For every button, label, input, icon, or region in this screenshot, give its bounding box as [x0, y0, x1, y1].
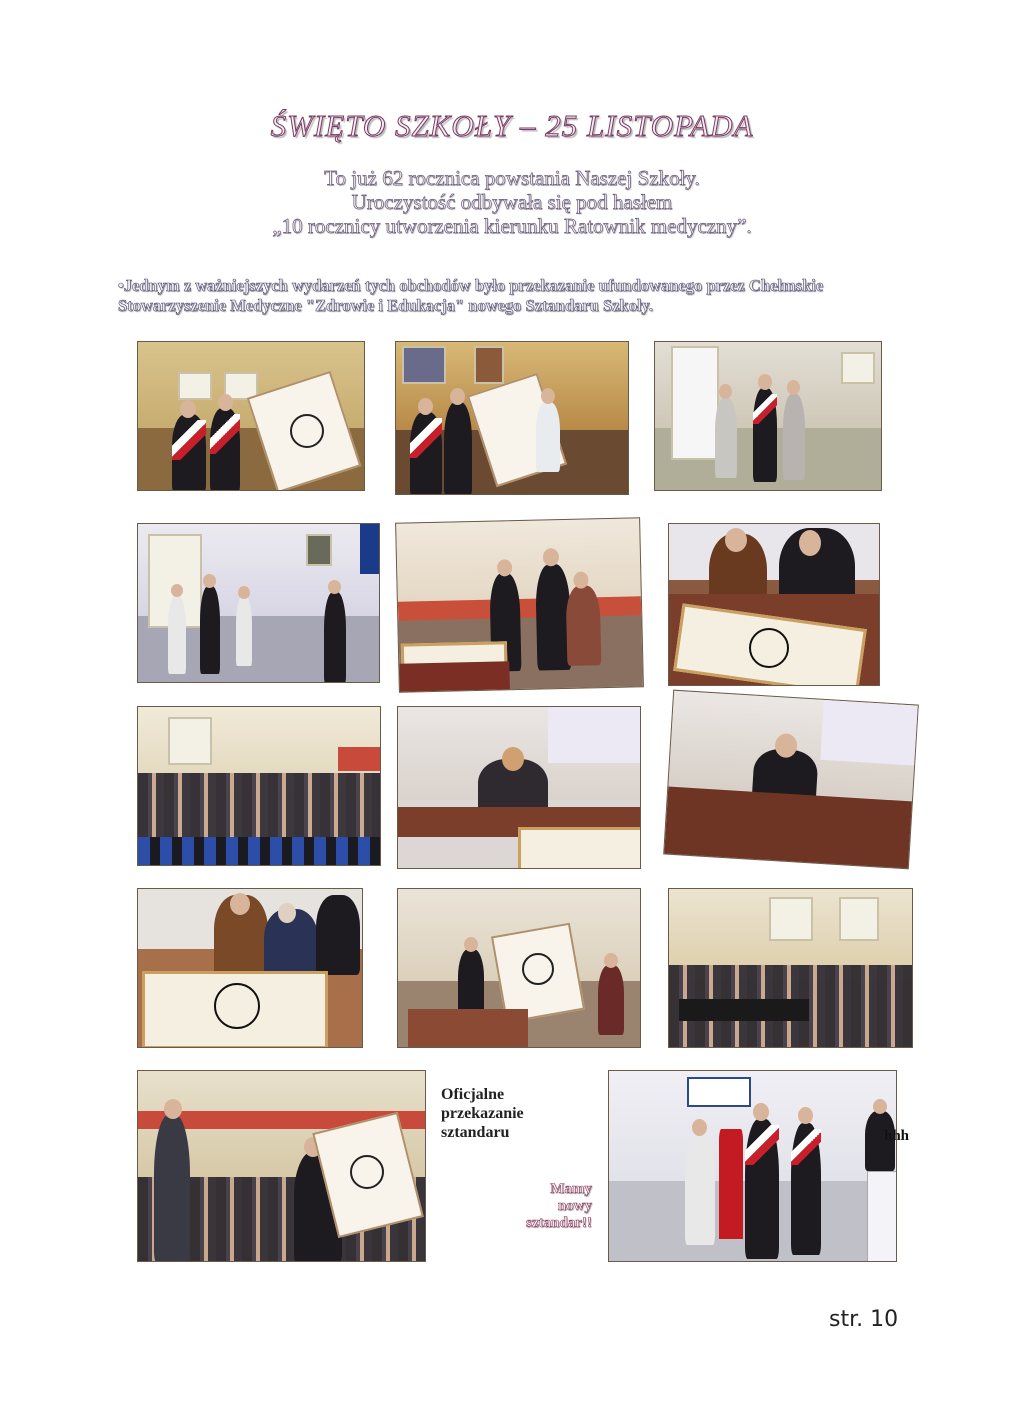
slogan-line: sztandar!!	[526, 1215, 592, 1231]
intro-line: Uroczystość odbywała się pod hasłem	[351, 190, 673, 214]
photo-new-banner-guard	[608, 1070, 897, 1262]
photo-guests-banner-table	[395, 517, 644, 693]
intro-text	[0, 166, 1024, 238]
photo-caption	[441, 1085, 524, 1142]
caption-line: sztandaru	[441, 1124, 510, 1141]
intro-line: „10 rocznicy utworzenia kierunku Ratownik medyczny”.	[272, 214, 752, 238]
photo-woman-signing	[397, 706, 641, 869]
photo-audience-wide	[668, 888, 913, 1048]
stray-text: hhh	[884, 1128, 910, 1144]
photo-banner-chapel	[395, 341, 629, 495]
caption-line: przekazanie	[441, 1105, 524, 1122]
photo-audience-hall	[137, 706, 381, 866]
page-title: ŚWIĘTO SZKOŁY – 25 LISTOPADA	[270, 108, 754, 143]
photo-banner-presentation	[397, 888, 641, 1048]
slogan-line: nowy	[557, 1198, 592, 1214]
caption-line: Oficjalne	[441, 1086, 505, 1103]
photo-signing-banner	[668, 523, 880, 686]
intro-line: To już 62 rocznica powstania Naszej Szkoły.	[324, 166, 700, 190]
page-number: str. 10	[829, 1307, 899, 1332]
photo-women-at-banner	[137, 888, 363, 1048]
photo-speaker-podium	[137, 523, 380, 683]
slogan-text	[506, 1181, 592, 1232]
lead-paragraph: •Jednym z ważniejszych wydarzeń tych obchodów było przekazanie ufundowanego przez Chełmskie Stowarzyszenie Medyczne "Zdrowie i Edukacja" nowego Sztandaru Szkoły.	[118, 276, 824, 315]
photo-man-signing	[663, 690, 919, 870]
photo-banner-party-hall	[137, 341, 365, 491]
photo-banner-handover	[137, 1070, 426, 1262]
photo-students-flag	[654, 341, 882, 491]
slogan-line: Mamy	[550, 1181, 592, 1197]
